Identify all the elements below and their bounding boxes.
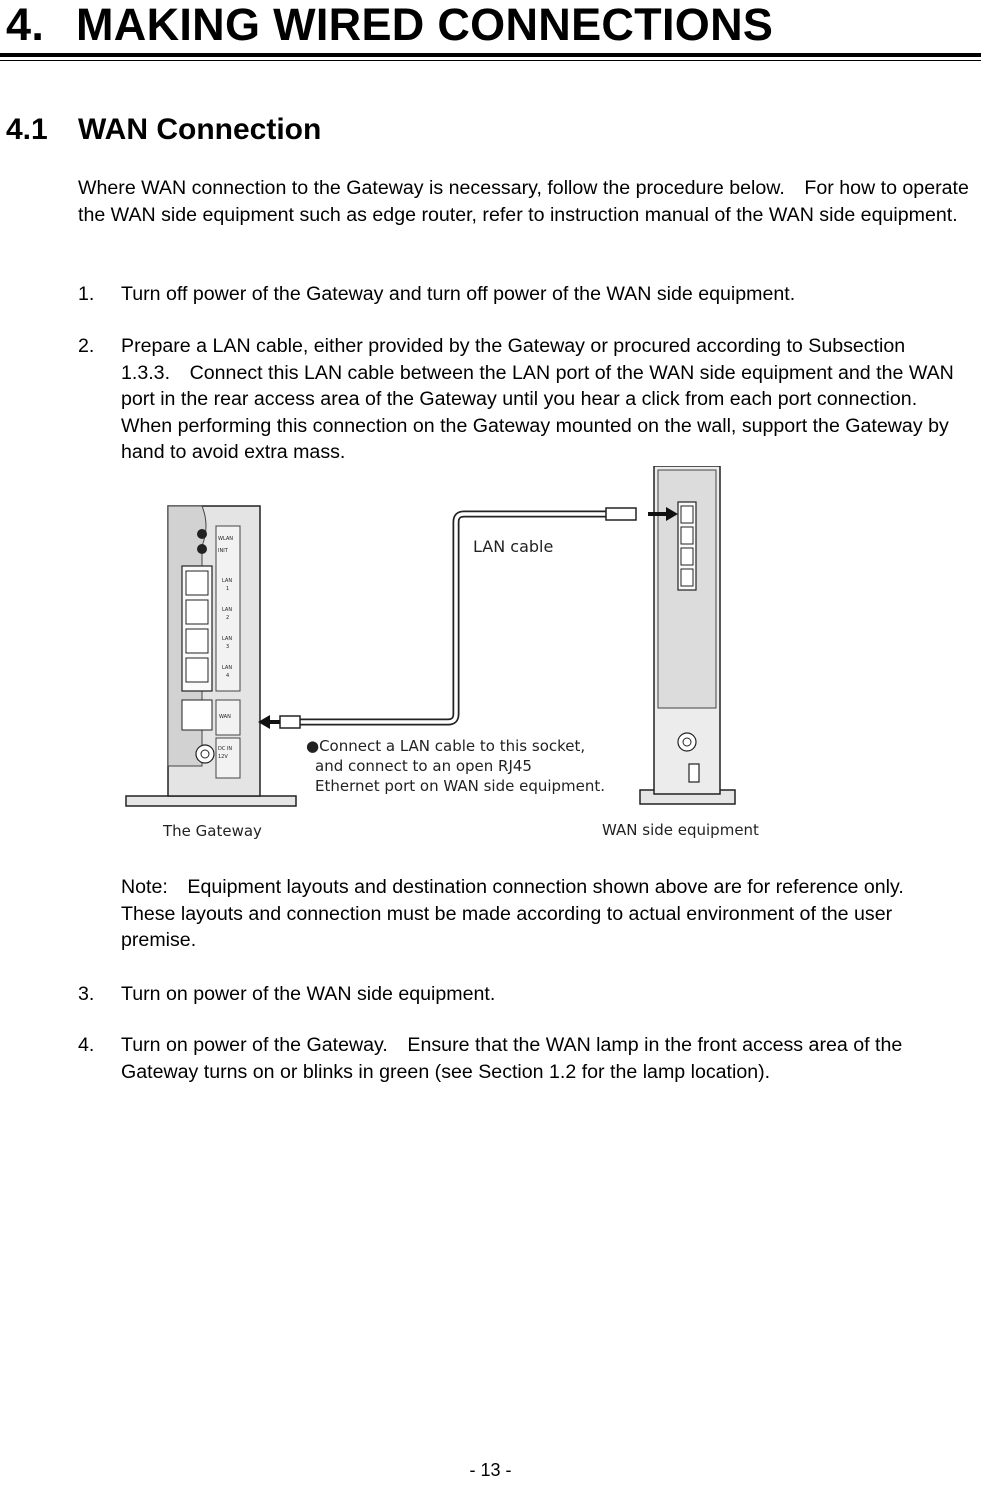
lan-label-3: LAN <box>222 636 233 642</box>
chapter-title: MAKING WIRED CONNECTIONS <box>76 0 774 50</box>
section-title: WAN Connection <box>78 113 322 146</box>
section-number: 4.1 <box>6 113 48 146</box>
heading-rule-thin <box>0 60 981 61</box>
init-label: INIT <box>218 548 228 554</box>
chapter-heading <box>6 0 773 50</box>
step-number: 3. <box>78 983 95 1005</box>
step-text: Turn on power of the Gateway. Ensure that the WAN lamp in the front access area of the Gateway turns on or blinks in green (see Section 1.2 for the lamp location). <box>121 1034 903 1083</box>
callout-line-3: Ethernet port on WAN side equipment. <box>315 777 606 795</box>
gateway-label: The Gateway <box>163 822 262 840</box>
section-heading <box>6 112 321 148</box>
lan-port-number-1: 1 <box>226 586 230 592</box>
intro-paragraph: Where WAN connection to the Gateway is necessary, follow the procedure below. For how to operate the WAN side equipment such as edge router, refer to instruction manual of the WAN side equipment. <box>78 177 969 226</box>
lan-label-4: LAN <box>222 665 233 671</box>
wan-equipment-label: WAN side equipment <box>602 821 759 839</box>
step-text: Turn off power of the Gateway and turn off power of the WAN side equipment. <box>121 283 796 305</box>
step-4 <box>78 1032 978 1085</box>
lan-cable-label: LAN cable <box>473 537 554 556</box>
step-2 <box>78 333 978 466</box>
lan-cable <box>280 508 636 728</box>
step-text: Turn on power of the WAN side equipment. <box>121 983 496 1005</box>
step-number: 4. <box>78 1034 95 1056</box>
note-paragraph: Note: Equipment layouts and destination connection shown above are for reference only. These layouts and connection must be made according to actual environment of the user premise. <box>121 876 924 951</box>
step-3 <box>78 981 978 1008</box>
wlan-label: WLAN <box>218 536 234 542</box>
page-number: - 13 - <box>469 1460 512 1480</box>
step-number: 2. <box>78 335 95 357</box>
wan-connection-diagram <box>118 466 778 846</box>
heading-rule-thick <box>0 53 981 57</box>
step-number: 1. <box>78 283 95 305</box>
step-1 <box>78 281 978 308</box>
lan-label-2: LAN <box>222 607 233 613</box>
arrow-icon <box>258 507 678 729</box>
wan-equipment-device <box>640 466 735 804</box>
chapter-number: 4. <box>6 0 45 50</box>
wan-label: WAN <box>219 714 231 720</box>
lan-label-1: LAN <box>222 578 233 584</box>
voltage-label: 12V <box>218 754 228 760</box>
step-text: Prepare a LAN cable, either provided by the Gateway or procured according to Subsection 1.3.3. Connect this LAN cable between the LAN port of the WAN side equipment and the WAN port in the rear access area of the Gateway until you hear a click from each port connection. When performing this connection on the Gateway mounted on the wall, support the Gateway by hand to avoid extra mass. <box>121 335 954 463</box>
lan-port-number-3: 3 <box>226 644 230 650</box>
lan-port-number-2: 2 <box>226 615 230 621</box>
lan-port-number-4: 4 <box>226 673 230 679</box>
callout-line-1: ●Connect a LAN cable to this socket, <box>306 737 586 755</box>
dc-in-label: DC IN <box>218 746 233 752</box>
gateway-device <box>126 506 296 806</box>
callout-line-2: and connect to an open RJ45 <box>315 757 532 775</box>
